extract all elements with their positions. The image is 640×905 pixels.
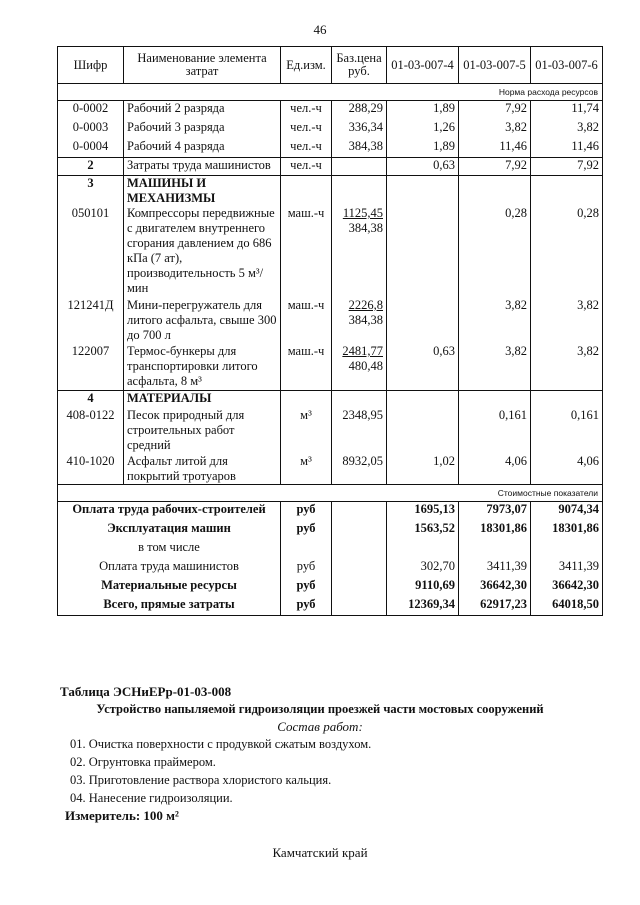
value-cell: 12369,34	[387, 597, 459, 616]
code-cell: 0-0003	[58, 120, 124, 139]
price-underlined: 2481,77	[342, 344, 383, 358]
work-item: 01. Очистка поверхности с продувкой сжатым воздухом.	[70, 737, 372, 751]
table-row	[58, 158, 603, 176]
value-cell: 7973,07	[459, 502, 531, 521]
price-cell: 384,38	[332, 139, 387, 158]
value-cell: 0,161	[459, 408, 531, 454]
value-cell: 1,89	[387, 101, 459, 120]
price-cell	[332, 206, 387, 298]
section-code: 3	[58, 176, 124, 207]
header-col1: 01-03-007-4	[387, 47, 459, 84]
measure-unit: Измеритель: 100 м²	[65, 808, 179, 823]
code-cell: 122007	[58, 344, 124, 390]
value-cell: 3,82	[459, 298, 531, 344]
value-cell: 7,92	[459, 101, 531, 120]
price-cell	[332, 298, 387, 344]
code-cell: 0-0002	[58, 101, 124, 120]
unit-cell: руб	[281, 502, 332, 521]
unit-cell: м³	[281, 454, 332, 485]
value-cell: 0,63	[387, 344, 459, 390]
unit-cell	[281, 540, 332, 559]
composition-label: Состав работ:	[277, 719, 363, 734]
name-cell: Рабочий 4 разряда	[124, 139, 281, 158]
value-cell	[531, 540, 603, 559]
header-code: Шифр	[58, 47, 124, 84]
unit-cell: чел.-ч	[281, 139, 332, 158]
value-cell: 4,06	[531, 454, 603, 485]
table-row	[58, 139, 603, 158]
value-cell	[387, 298, 459, 344]
cost-name: Эксплуатация машин	[58, 521, 281, 540]
value-cell: 3,82	[531, 298, 603, 344]
unit-cell: руб	[281, 578, 332, 597]
empty-cell	[387, 176, 459, 207]
cost-label: Стоимостные показатели	[58, 485, 603, 502]
table-row	[58, 502, 603, 521]
name-cell: Компрессоры передвижные с двигателем внутреннего сгорания давлением до 686 кПа (7 ат), производительность 5 м³/мин	[124, 206, 281, 298]
price-secondary: 384,38	[348, 221, 383, 235]
price-cell	[332, 597, 387, 616]
value-cell: 1,02	[387, 454, 459, 485]
cost-name: Всего, прямые затраты	[58, 597, 281, 616]
unit-cell: чел.-ч	[281, 101, 332, 120]
price-cell	[332, 540, 387, 559]
value-cell: 1,26	[387, 120, 459, 139]
table-row	[58, 540, 603, 559]
value-cell: 3,82	[459, 344, 531, 390]
price-cell	[332, 502, 387, 521]
table-row	[58, 120, 603, 139]
value-cell: 36642,30	[531, 578, 603, 597]
value-cell	[387, 206, 459, 298]
table-row	[58, 298, 603, 344]
section-title: МАТЕРИАЛЫ	[124, 390, 281, 408]
header-name: Наименование элемента затрат	[124, 47, 281, 84]
value-cell: 11,74	[531, 101, 603, 120]
resource-table	[57, 46, 603, 616]
table-row	[58, 559, 603, 578]
cost-name: в том числе	[58, 540, 281, 559]
section-code: 4	[58, 390, 124, 408]
value-cell: 302,70	[387, 559, 459, 578]
price-cell	[332, 344, 387, 390]
value-cell: 0,63	[387, 158, 459, 176]
table-row	[58, 344, 603, 390]
name-cell: Рабочий 3 разряда	[124, 120, 281, 139]
unit-cell: руб	[281, 521, 332, 540]
next-table-subtitle: Устройство напыляемой гидроизоляции проезжей части мостовых сооружений	[96, 702, 544, 716]
name-cell: Термос-бункеры для транспортировки литого асфальта, 8 м³	[124, 344, 281, 390]
work-item: 02. Огрунтовка праймером.	[70, 755, 216, 769]
empty-cell	[387, 390, 459, 408]
empty-cell	[281, 176, 332, 207]
value-cell: 0,161	[531, 408, 603, 454]
value-cell: 1563,52	[387, 521, 459, 540]
value-cell: 3411,39	[531, 559, 603, 578]
empty-cell	[459, 390, 531, 408]
price-cell: 2348,95	[332, 408, 387, 454]
table-row	[58, 84, 603, 101]
value-cell: 7,92	[531, 158, 603, 176]
unit-cell: руб	[281, 597, 332, 616]
empty-cell	[531, 176, 603, 207]
region-footer: Камчатский край	[272, 845, 368, 860]
price-secondary: 384,38	[348, 313, 383, 327]
code-cell: 050101	[58, 206, 124, 298]
norm-label: Норма расхода ресурсов	[58, 84, 603, 101]
table-row	[58, 521, 603, 540]
table-row	[58, 101, 603, 120]
value-cell: 1695,13	[387, 502, 459, 521]
value-cell: 0,28	[531, 206, 603, 298]
next-table-title: Таблица ЭСНиЕРр-01-03-008	[60, 684, 232, 699]
empty-cell	[459, 176, 531, 207]
price-cell	[332, 578, 387, 597]
header-col2: 01-03-007-5	[459, 47, 531, 84]
price-cell: 336,34	[332, 120, 387, 139]
price-cell: 288,29	[332, 101, 387, 120]
unit-cell: м³	[281, 408, 332, 454]
value-cell: 3411,39	[459, 559, 531, 578]
value-cell: 11,46	[459, 139, 531, 158]
value-cell	[459, 540, 531, 559]
page-number: 46	[313, 22, 327, 37]
name-cell: Рабочий 2 разряда	[124, 101, 281, 120]
value-cell	[387, 540, 459, 559]
value-cell: 3,82	[459, 120, 531, 139]
price-underlined: 2226,8	[348, 298, 383, 312]
price-secondary: 480,48	[348, 359, 383, 373]
section-title: МАШИНЫ И МЕХАНИЗМЫ	[124, 176, 281, 207]
price-cell: 8932,05	[332, 454, 387, 485]
unit-cell: чел.-ч	[281, 120, 332, 139]
value-cell: 62917,23	[459, 597, 531, 616]
value-cell: 3,82	[531, 344, 603, 390]
empty-cell	[332, 176, 387, 207]
value-cell: 1,89	[387, 139, 459, 158]
value-cell: 18301,86	[531, 521, 603, 540]
empty-cell	[531, 390, 603, 408]
price-cell	[332, 521, 387, 540]
table-row	[58, 597, 603, 616]
code-cell: 408-0122	[58, 408, 124, 454]
name-cell: Мини-перегружатель для литого асфальта, свыше 300 до 700 л	[124, 298, 281, 344]
code-cell: 410-1020	[58, 454, 124, 485]
table-row	[58, 176, 603, 207]
value-cell: 18301,86	[459, 521, 531, 540]
name-cell: Песок природный для строительных работ средний	[124, 408, 281, 454]
header-price: Баз.цена руб.	[332, 47, 387, 84]
table-row	[58, 578, 603, 597]
value-cell: 11,46	[531, 139, 603, 158]
work-item: 03. Приготовление раствора хлористого кальция.	[70, 773, 332, 787]
code-cell: 0-0004	[58, 139, 124, 158]
name-cell: Затраты труда машинистов	[124, 158, 281, 176]
price-underlined: 1125,45	[342, 206, 383, 220]
value-cell: 0,28	[459, 206, 531, 298]
value-cell: 9110,69	[387, 578, 459, 597]
value-cell: 3,82	[531, 120, 603, 139]
code-cell: 2	[58, 158, 124, 176]
value-cell: 9074,34	[531, 502, 603, 521]
empty-cell	[332, 390, 387, 408]
value-cell: 4,06	[459, 454, 531, 485]
unit-cell: чел.-ч	[281, 158, 332, 176]
header-col3: 01-03-007-6	[531, 47, 603, 84]
name-cell: Асфальт литой для покрытий тротуаров	[124, 454, 281, 485]
empty-cell	[281, 390, 332, 408]
cost-name: Материальные ресурсы	[58, 578, 281, 597]
price-cell	[332, 559, 387, 578]
table-row	[58, 390, 603, 408]
work-item: 04. Нанесение гидроизоляции.	[70, 791, 233, 805]
code-cell: 121241Д	[58, 298, 124, 344]
table-row	[58, 206, 603, 298]
unit-cell: маш.-ч	[281, 206, 332, 298]
value-cell: 36642,30	[459, 578, 531, 597]
unit-cell: маш.-ч	[281, 298, 332, 344]
unit-cell: маш.-ч	[281, 344, 332, 390]
table-row	[58, 485, 603, 502]
unit-cell: руб	[281, 559, 332, 578]
value-cell: 64018,50	[531, 597, 603, 616]
header-unit: Ед.изм.	[281, 47, 332, 84]
table-row	[58, 47, 603, 84]
table-row	[58, 454, 603, 485]
value-cell: 7,92	[459, 158, 531, 176]
price-cell	[332, 158, 387, 176]
table-row	[58, 408, 603, 454]
cost-name: Оплата труда рабочих-строителей	[58, 502, 281, 521]
cost-name: Оплата труда машинистов	[58, 559, 281, 578]
value-cell	[387, 408, 459, 454]
